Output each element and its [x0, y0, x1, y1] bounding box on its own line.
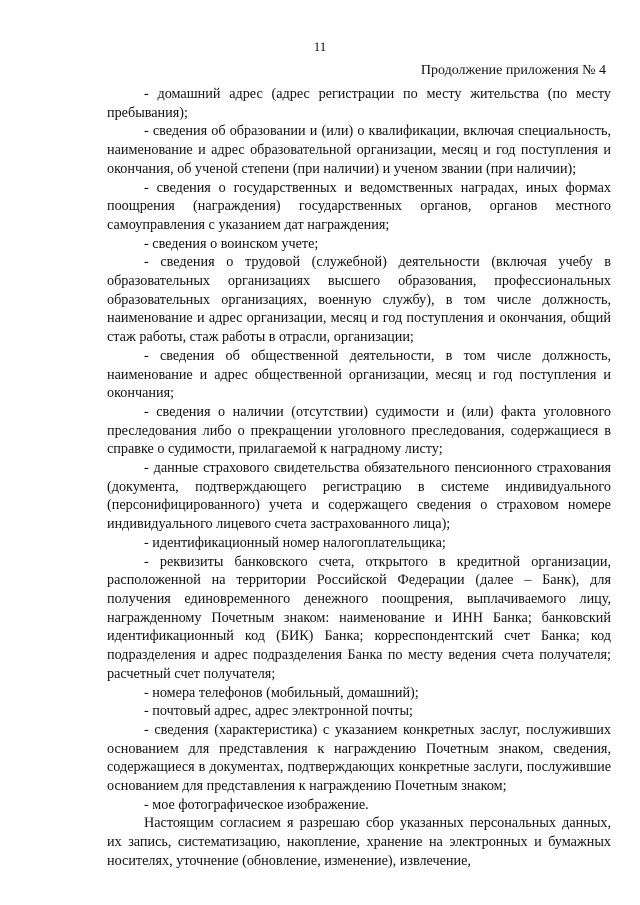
paragraph-photo: - мое фотографическое изображение. — [144, 796, 369, 813]
page-number: 11 — [313, 39, 327, 54]
paragraph-work-history: - сведения о трудовой (служебной) деятельности (включая учебу в образовательных организациях высшего образования, профессиональных образовательных организациях, военную службу), в том числе должность, наименование и адрес организации, месяц и год поступления и окончания, общий стаж работы, стаж работы в отрасли, организации; — [107, 254, 611, 346]
document-body — [107, 85, 611, 871]
paragraph-public-activity: - сведения об общественной деятельности, в том числе должность, наименование и адрес общественной организации, месяц и год поступления и окончания; — [107, 347, 611, 402]
paragraph-merits: - сведения (характеристика) с указанием конкретных заслуг, послуживших основанием для представления к награждению Почетным знаком, сведения, содержащиеся в документах, подтверждающих конкретные заслуги, послужившие основанием для представления к награждению Почетным знаком; — [107, 721, 611, 795]
paragraph-bank-details: - реквизиты банковского счета, открытого в кредитной организации, расположенной на территории Российской Федерации (далее – Банк), для получения единовременного денежного поощрения, выплачиваемого лицу, награжденному Почетным знаком: наименование и ИНН Банка; банковский идентификационный код (БИК) Банка; корреспондентский счет Банка; код подразделения и адрес подразделения Банка по месту ведения счета получателя; расчетный счет получателя; — [107, 553, 611, 682]
paragraph-consent: Настоящим согласием я разрешаю сбор указанных персональных данных, их запись, систематизацию, накопление, хранение на электронных и бумажных носителях, уточнение (обновление, изменение), извлечение, — [107, 815, 611, 869]
paragraph-criminal-record: - сведения о наличии (отсутствии) судимости и (или) факта уголовного преследования либо о прекращении уголовного преследования, содержащиеся в справке о судимости, прилагаемой к наградному листу; — [107, 403, 611, 458]
paragraph-military-registration: - сведения о воинском учете; — [144, 235, 319, 252]
paragraph-pension-insurance: - данные страхового свидетельства обязательного пенсионного страхования (документа, подтверждающего регистрацию в системе индивидуального (персонифицированного) учета и содержащего сведения о страховом номере индивидуального лицевого счета застрахованного лица); — [107, 460, 611, 533]
appendix-continuation-note: Продолжение приложения № 4 — [420, 63, 606, 78]
paragraph-awards: - сведения о государственных и ведомственных наградах, иных формах поощрения (награждения) государственных органов, органов местного самоуправления с указанием дат награждения; — [107, 179, 611, 233]
paragraph-postal-email: - почтовый адрес, адрес электронной почты; — [144, 703, 413, 720]
paragraph-home-address: - домашний адрес (адрес регистрации по месту жительства (по месту пребывания); — [107, 86, 611, 121]
paragraph-tax-id: - идентификационный номер налогоплательщика; — [144, 534, 446, 551]
paragraph-phone-numbers: - номера телефонов (мобильный, домашний); — [144, 684, 419, 701]
paragraph-education: - сведения об образовании и (или) о квалификации, включая специальность, наименование и адрес образовательной организации, месяц и год поступления и окончания, об ученой степени (при наличии) и ученом звании (при наличии); — [107, 123, 611, 177]
